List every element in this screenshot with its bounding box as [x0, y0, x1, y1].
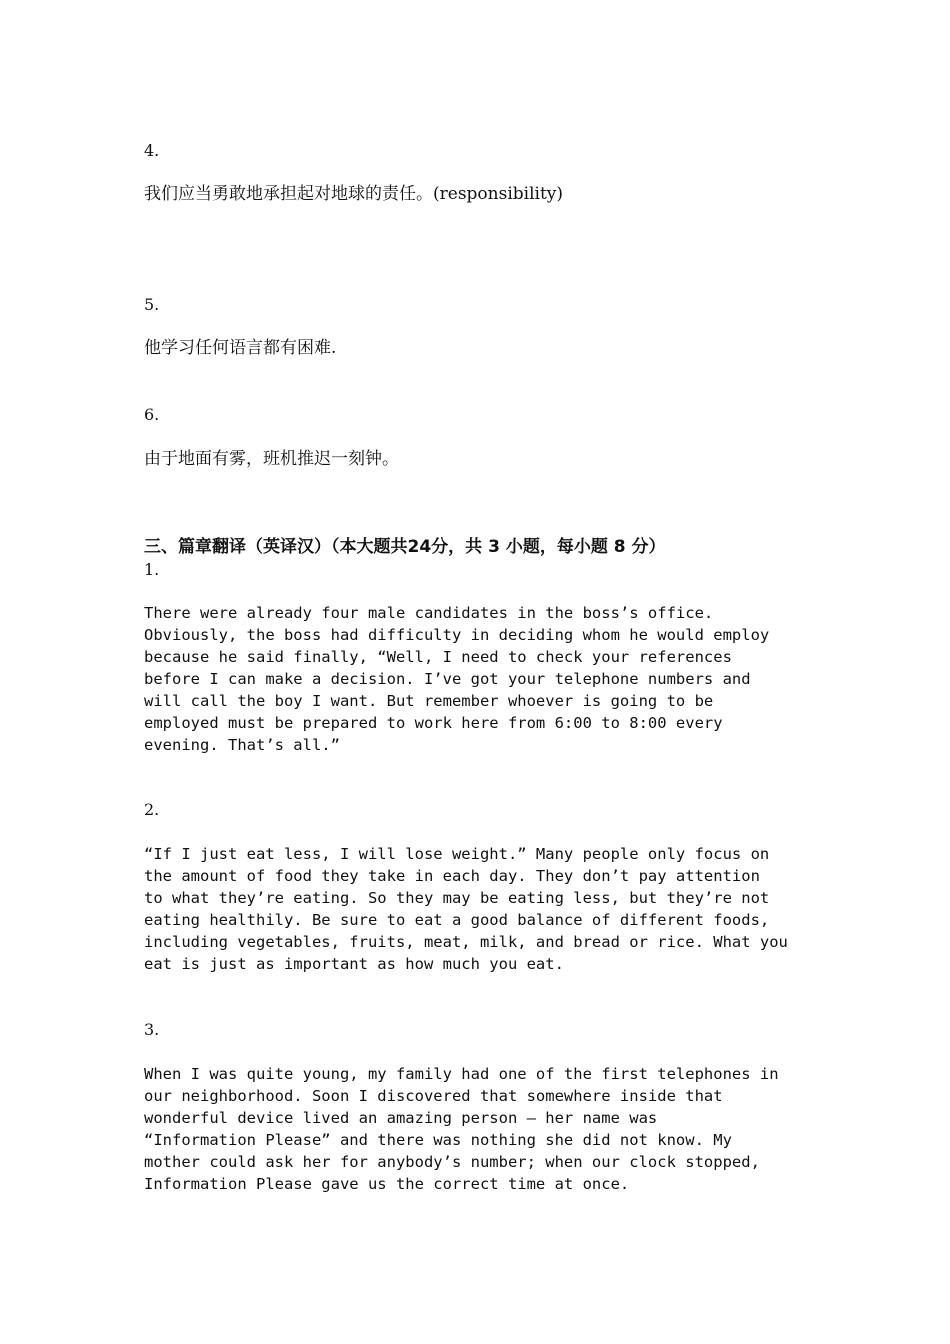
question-number-5: 5. — [144, 295, 160, 314]
question-number-6: 6. — [144, 405, 160, 424]
passage-text-3: When I was quite young, my family had one of the first telephones in our neighborhood. Soon I discovered that somewhere inside that wonderful device lived an amazing person — her name was “Information Please” and there was nothing she did not know. My mother could ask her for anybody’s number; when our clock stopped, Information Please gave us the correct time at once. — [144, 1065, 779, 1193]
section-heading: 三、篇章翻译（英译汉）（本大题共24分，共 3 小题，每小题 8 分） — [144, 537, 666, 557]
passage-number-2: 2. — [144, 800, 160, 819]
question-text-4: 我们应当勇敢地承担起对地球的责任。(responsibility) — [144, 184, 564, 204]
passage-text-1: There were already four male candidates in the boss’s office. Obviously, the boss had difficulty in deciding whom he would employ because he said finally, “Well, I need to check your references before I can make a decision. I’ve got your telephone numbers and will call the boy I want. But remember whoever is going to be employed must be prepared to work here from 6:00 to 8:00 every evening. That’s all.” — [144, 604, 770, 754]
question-text-6: 由于地面有雾，班机推迟一刻钟。 — [144, 449, 399, 469]
passage-text-2: “If I just eat less, I will lose weight.” Many people only focus on the amount of food they take in each day. They don’t pay attention to what they’re eating. So they may be eating less, but they’re not eating healthily. Be sure to eat a good balance of different foods, including vegetables, fruits, meat, milk, and bread or rice. What you eat is just as important as how much you eat. — [144, 845, 788, 973]
passage-number-3: 3. — [144, 1020, 160, 1039]
question-number-4: 4. — [144, 141, 160, 160]
passage-number-1: 1. — [144, 560, 160, 579]
question-text-5: 他学习任何语言都有困难. — [144, 338, 337, 358]
